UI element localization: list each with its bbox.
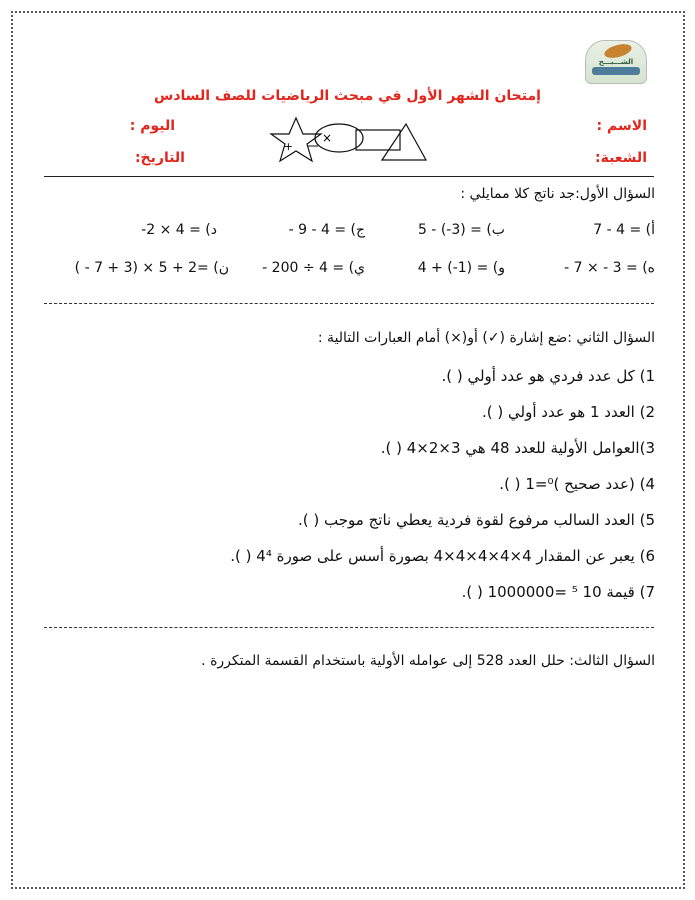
q1-item-label: ن) xyxy=(213,260,229,276)
q1-item-label: أ) xyxy=(645,222,655,238)
triangle-shape xyxy=(382,124,426,160)
q1-item-expr: -2 × 4 = xyxy=(141,222,201,238)
q2-item: 3)العوامل الأولية للعدد 48 هي 3×2×4 ( ). xyxy=(380,439,655,457)
logo-ribbon xyxy=(592,67,640,75)
q1-item-y xyxy=(262,260,365,276)
q2-item: 1) كل عدد فردي هو عدد أولي ( ). xyxy=(441,367,655,385)
q3-title: السؤال الثالث: حلل العدد 528 إلى عوامله الأولية باستخدام القسمة المتكررة . xyxy=(201,653,655,669)
q2-item: 5) العدد السالب مرفوع لقوة فردية يعطي ناتج موجب ( ). xyxy=(298,511,655,529)
logo-text: الشـــبـــح xyxy=(598,58,634,66)
header-divider xyxy=(44,176,654,177)
date-label: التاريخ: xyxy=(134,150,185,166)
q1-item-label: د) xyxy=(205,222,217,238)
q1-item-label: ب) xyxy=(486,222,505,238)
q1-item-expr: - 200 ÷ 4 = xyxy=(262,260,345,276)
q1-item-expr: 5 - (-3) = xyxy=(417,222,482,238)
q1-title: السؤال الأول:جد ناتج كلا ممايلي : xyxy=(460,186,655,202)
q2-item: 2) العدد 1 هو عدد أولي ( ). xyxy=(482,403,655,421)
q1-item-c xyxy=(289,222,365,238)
day-label: اليوم : xyxy=(129,118,175,134)
name-label: الاسم : xyxy=(596,118,647,134)
q1-item-expr: 7 - 4 = xyxy=(593,222,642,238)
math-shapes-illustration xyxy=(268,116,428,166)
section-label: الشعبة: xyxy=(594,150,647,166)
q1-item-label: ج) xyxy=(350,222,365,238)
svg-text:+: + xyxy=(283,140,293,153)
q1-item-n xyxy=(75,260,229,276)
section-divider xyxy=(44,627,654,628)
q1-item-b xyxy=(418,222,505,238)
q1-item-expr: - 9 - 4 = xyxy=(288,222,347,238)
q1-item-label: و) xyxy=(492,260,505,276)
q1-item-w xyxy=(418,260,505,276)
q2-item: 7) قيمة 10 ⁵ =1000000 ( ). xyxy=(461,583,655,601)
q1-item-expr: ( - 7 + 3) × 5 + 2= xyxy=(74,260,209,276)
q2-item: 6) يعبر عن المقدار 4×4×4×4×4 بصورة أسس على صورة 4⁴ ( ). xyxy=(230,547,655,565)
q1-item-d xyxy=(141,222,217,238)
q1-item-expr: - 7 × - 3 = xyxy=(564,260,638,276)
q1-item-label: ه) xyxy=(642,260,655,276)
q2-item: 4) (عدد صحيح )⁰=1 ( ). xyxy=(499,475,655,493)
q2-title: السؤال الثاني :ضع إشارة (✓) أو(×) أمام العبارات التالية : xyxy=(317,330,655,346)
q1-item-label: ي) xyxy=(348,260,365,276)
svg-text:×: × xyxy=(321,131,332,145)
star-shape xyxy=(271,118,321,161)
school-logo xyxy=(585,40,647,84)
q1-item-expr: 4 + (-1) = xyxy=(417,260,489,276)
exam-title: إمتحان الشهر الأول في مبحث الرياضيات للصف السادس xyxy=(154,88,541,104)
q1-item-a xyxy=(593,222,655,238)
q1-item-h xyxy=(564,260,655,276)
section-divider xyxy=(44,303,654,304)
